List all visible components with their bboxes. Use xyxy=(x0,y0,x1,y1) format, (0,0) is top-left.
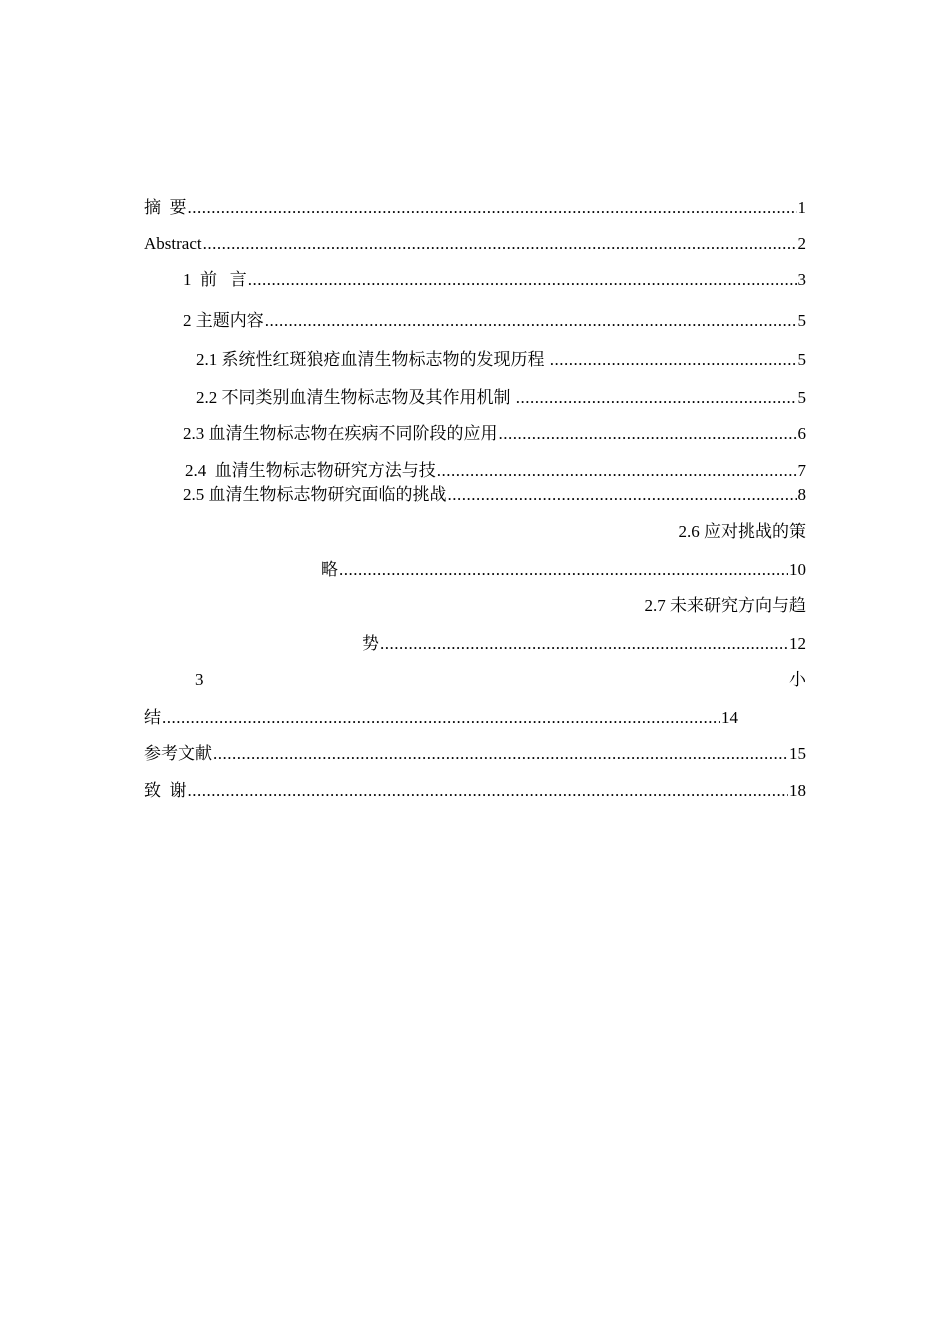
toc-entry-abstract-cn[interactable] xyxy=(144,197,806,219)
toc-leader xyxy=(448,484,797,506)
toc-leader xyxy=(188,780,789,802)
toc-entry-title: 3 xyxy=(195,670,204,689)
toc-entry-page: 7 xyxy=(797,461,806,480)
toc-entry-title: 2.6 应对挑战的策 xyxy=(678,522,806,541)
toc-entry-page: 18 xyxy=(789,781,806,800)
toc-entry-title: 势 xyxy=(362,634,379,653)
toc-leader xyxy=(203,233,797,255)
toc-leader xyxy=(248,269,797,291)
toc-entry-page: 5 xyxy=(797,311,806,330)
toc-entry-title: 1 前 言 xyxy=(183,270,247,289)
toc-entry-page: 12 xyxy=(789,634,806,653)
toc-entry-preface[interactable] xyxy=(183,269,806,291)
toc-leader xyxy=(516,387,797,409)
toc-entry-2-7-line1[interactable] xyxy=(645,595,807,617)
toc-entry-title: 小 xyxy=(789,670,806,689)
toc-leader xyxy=(188,197,797,219)
toc-entry-title: 2.4 血清生物标志物研究方法与技 xyxy=(185,461,436,480)
toc-entry-page: 3 xyxy=(797,270,806,289)
toc-entry-summary-line2[interactable] xyxy=(144,707,738,729)
toc-entry-title: 参考文献 xyxy=(144,744,212,763)
toc-entry-summary-line1[interactable] xyxy=(789,669,806,691)
toc-entry-title: 2.5 血清生物标志物研究面临的挑战 xyxy=(183,485,447,504)
toc-entry-title: 致 谢 xyxy=(144,781,187,800)
toc-entry-title: 2.7 未来研究方向与趋 xyxy=(644,596,806,615)
toc-leader xyxy=(550,349,797,371)
toc-entry-page: 6 xyxy=(797,424,806,443)
toc-entry-2-1[interactable] xyxy=(196,349,806,371)
toc-entry-title: Abstract xyxy=(144,234,202,253)
toc-entry-title: 略 xyxy=(321,560,338,579)
toc-entry-title: 2 主题内容 xyxy=(183,311,264,330)
toc-entry-2-4[interactable] xyxy=(185,460,806,482)
toc-leader xyxy=(380,633,788,655)
toc-entry-2-2[interactable] xyxy=(196,387,806,409)
toc-entry-abstract-en[interactable] xyxy=(144,233,806,255)
toc-leader xyxy=(213,743,788,765)
toc-entry-2-5[interactable] xyxy=(183,484,806,506)
toc-entry-page: 2 xyxy=(797,234,806,253)
toc-entry-title: 摘 要 xyxy=(144,198,187,217)
toc-entry-main-content[interactable] xyxy=(183,310,806,332)
toc-entry-2-3[interactable] xyxy=(183,423,806,445)
toc-entry-page: 1 xyxy=(797,198,806,217)
toc-leader xyxy=(162,707,720,729)
toc-entry-page: 10 xyxy=(789,560,806,579)
toc-entry-title: 2.3 血清生物标志物在疾病不同阶段的应用 xyxy=(183,424,498,443)
toc-leader xyxy=(339,559,788,581)
toc-entry-title: 2.2 不同类别血清生物标志物及其作用机制 xyxy=(196,388,515,407)
toc-entry-page: 8 xyxy=(797,485,806,504)
toc-entry-page: 15 xyxy=(789,744,806,763)
toc-entry-title: 2.1 系统性红斑狼疮血清生物标志物的发现历程 xyxy=(196,350,549,369)
toc-entry-title: 结 xyxy=(144,708,161,727)
toc-leader xyxy=(437,460,797,482)
toc-entry-references[interactable] xyxy=(144,743,806,765)
toc-entry-2-6-line1[interactable] xyxy=(679,521,807,543)
toc-entry-acknowledgements[interactable] xyxy=(144,780,806,802)
toc-entry-page: 14 xyxy=(721,708,738,727)
toc-entry-page: 5 xyxy=(797,388,806,407)
toc-entry-summary-number[interactable] xyxy=(195,669,204,691)
toc-entry-2-6-line2[interactable] xyxy=(321,559,806,581)
toc-leader xyxy=(499,423,797,445)
toc-leader xyxy=(265,310,797,332)
toc-entry-page: 5 xyxy=(797,350,806,369)
toc-entry-2-7-line2[interactable] xyxy=(362,633,806,655)
